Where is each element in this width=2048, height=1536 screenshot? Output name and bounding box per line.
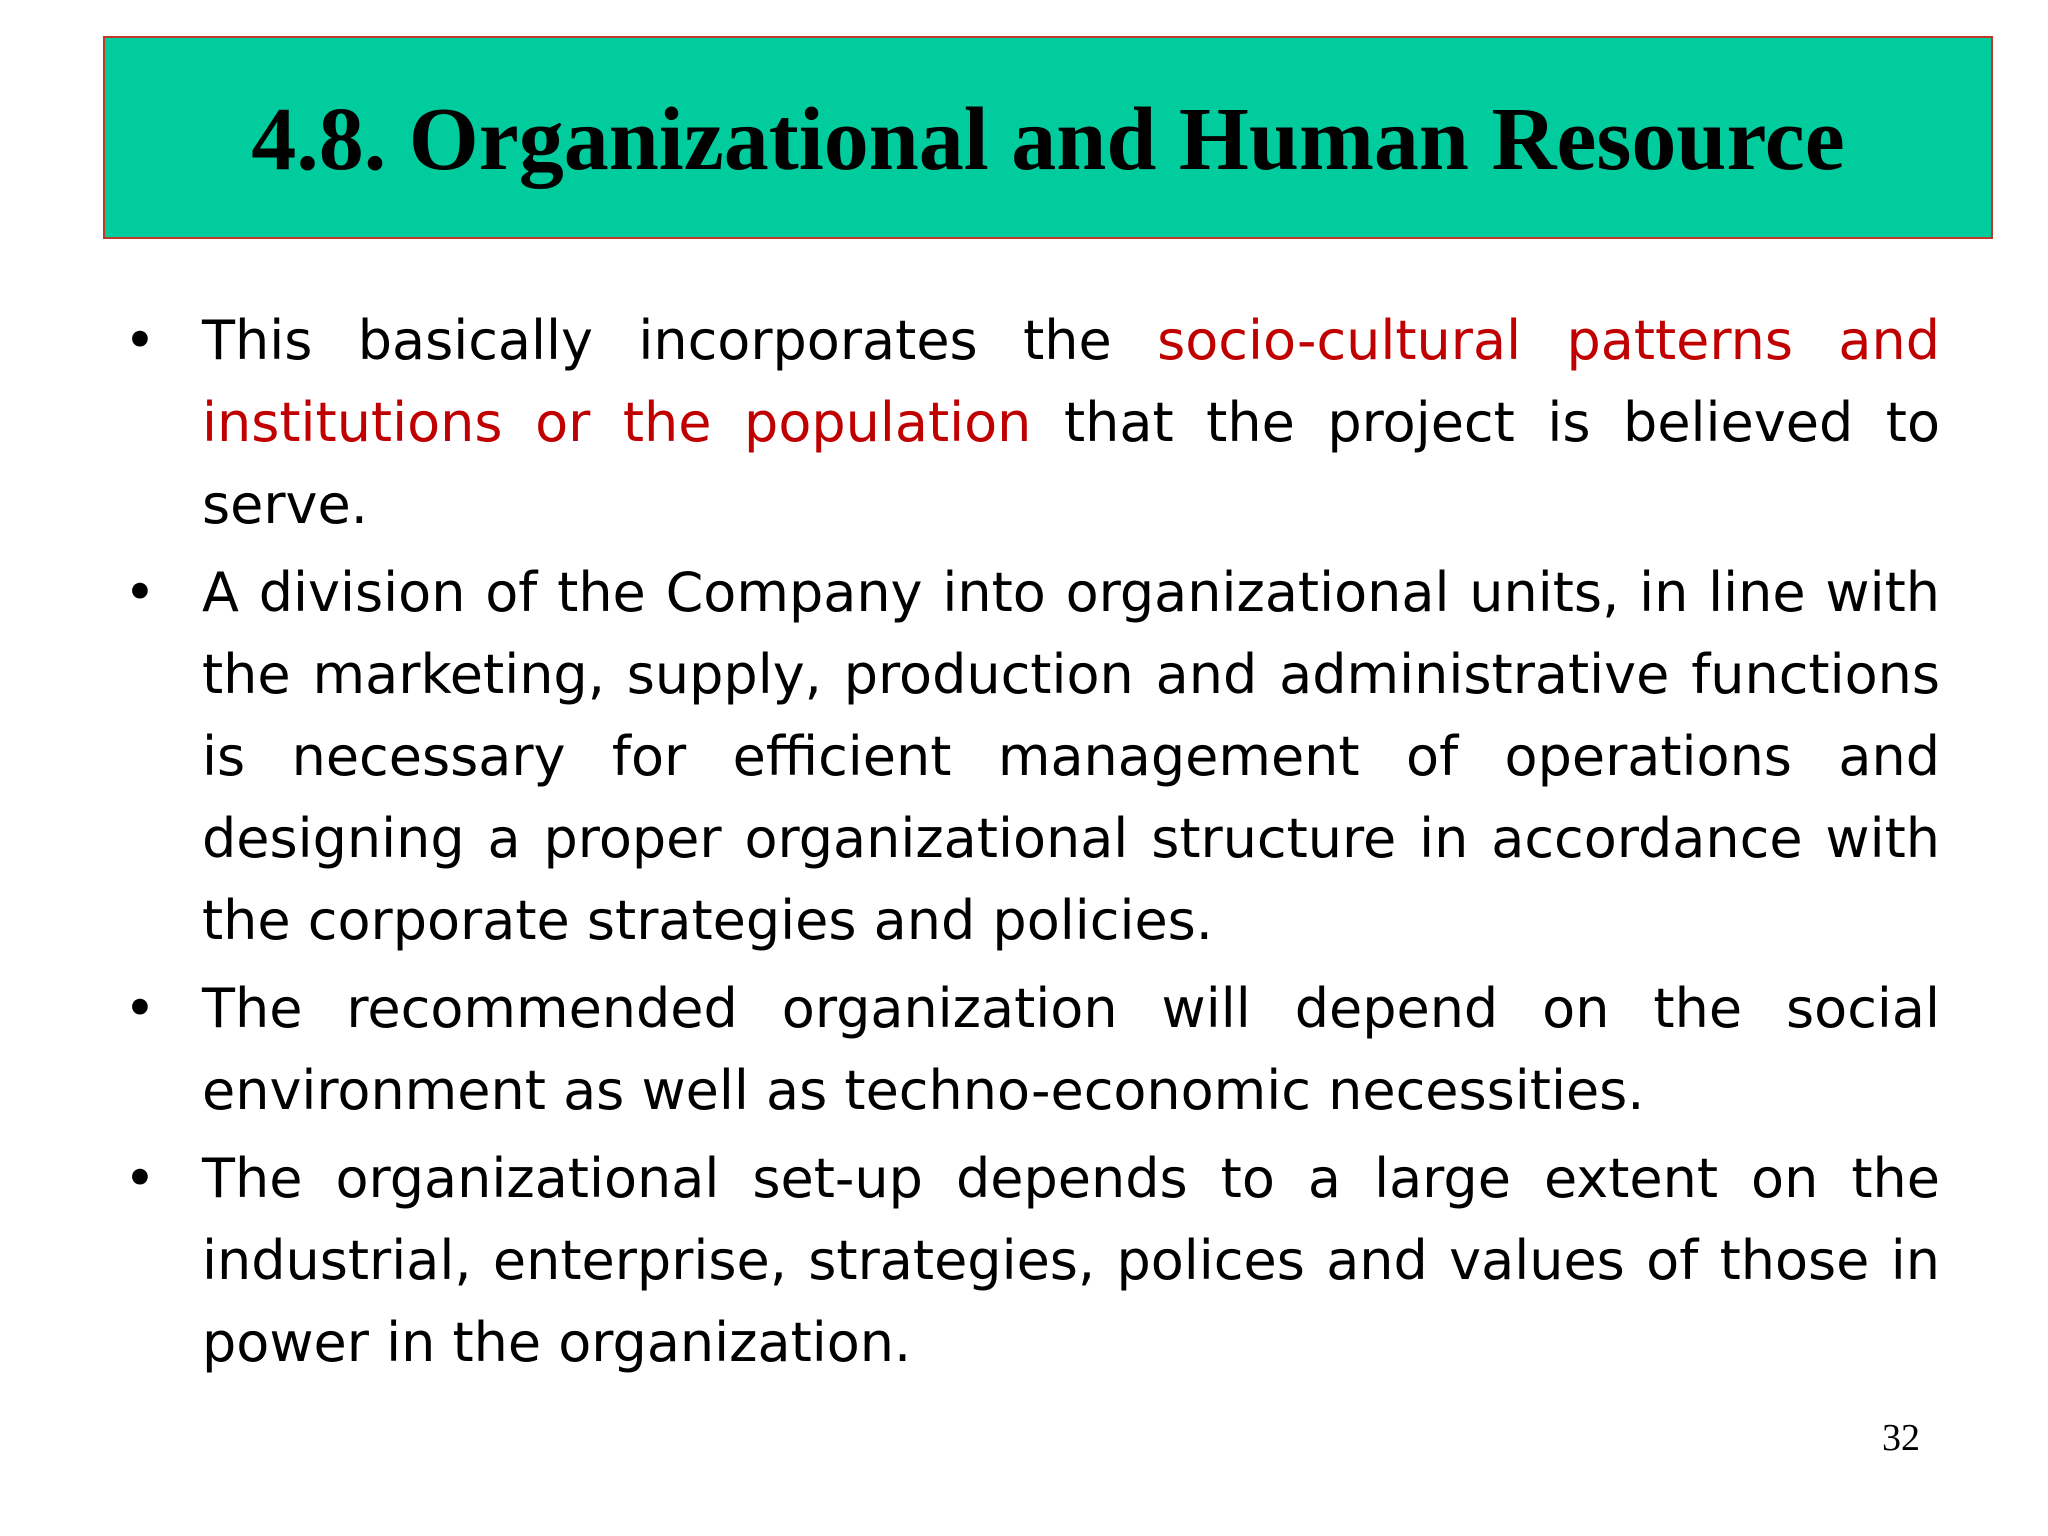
slide-title: 4.8. Organizational and Human Resource bbox=[251, 90, 1845, 189]
page-number: 32 bbox=[1882, 1417, 1920, 1459]
bullet-item-4 bbox=[110, 1138, 1940, 1384]
bullet-list bbox=[110, 300, 1940, 1390]
bullet-item-3 bbox=[110, 968, 1940, 1132]
bullet-4-text: The organizational set-up depends to a large extent on the industrial, enterprise, strategies, polices and values of those in power in the organization. bbox=[202, 1147, 1940, 1374]
bullet-icon: • bbox=[124, 1147, 156, 1210]
bullet-icon: • bbox=[124, 309, 156, 372]
bullet-1-text-start: This basically incorporates the bbox=[202, 309, 1158, 372]
bullet-icon: • bbox=[124, 561, 156, 624]
bullet-2-text: A division of the Company into organizational units, in line with the marketing, supply, production and administrative functions is necessary for efficient management of operations and designing a proper organizational structure in accordance with the corporate strategies and policies. bbox=[202, 561, 1940, 952]
bullet-icon: • bbox=[124, 977, 156, 1040]
bullet-1-highlight: socio-cultural patterns and institutions or the population bbox=[202, 309, 1940, 454]
bullet-item-1 bbox=[110, 300, 1940, 546]
bullet-3-text: The recommended organization will depend on the social environment as well as techno-economic necessities. bbox=[202, 977, 1940, 1122]
title-banner bbox=[103, 36, 1993, 239]
bullet-item-2 bbox=[110, 552, 1940, 962]
bullet-1-text-end: that the project is believed to serve. bbox=[202, 391, 1940, 536]
